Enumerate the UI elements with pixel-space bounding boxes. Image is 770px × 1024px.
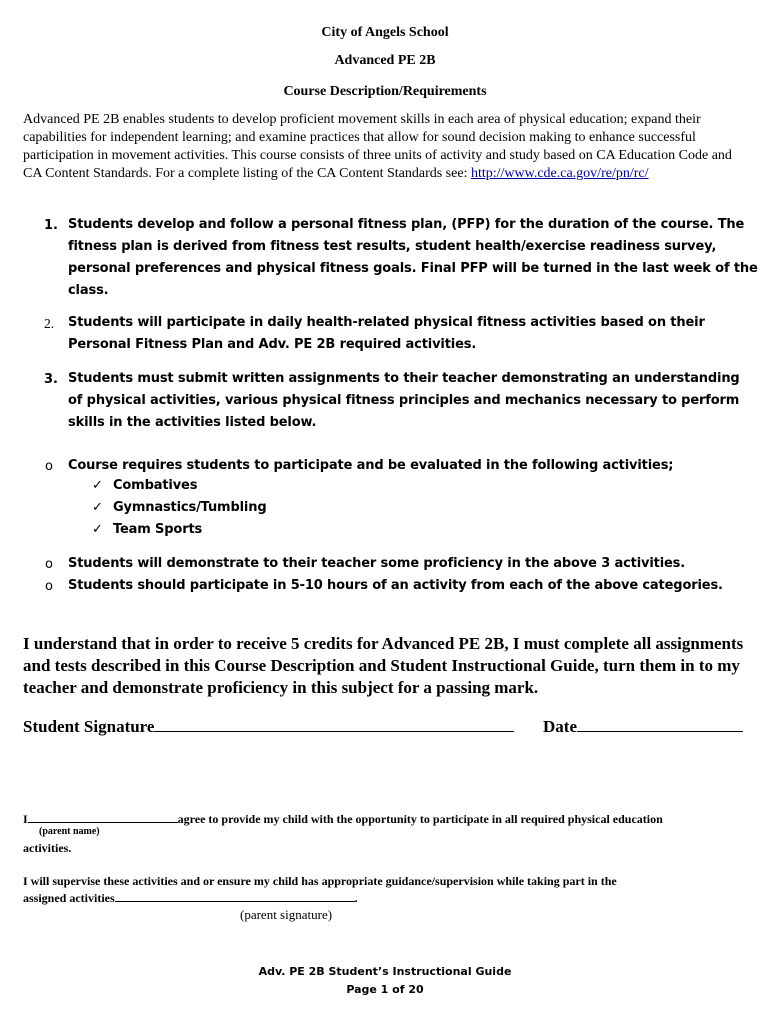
parent-agreement-text: agree to provide my child with the opportunity to participate in all required physical education: [177, 812, 663, 826]
activity-item: Gymnastics/Tumbling: [113, 500, 267, 515]
date-field[interactable]: [577, 716, 743, 732]
checkmark-icon: ✓: [92, 522, 103, 537]
activity-item: Team Sports: [113, 522, 203, 537]
supervision-row: [23, 889, 358, 906]
school-name: City of Angels School: [321, 25, 449, 40]
student-signature-row: [23, 716, 514, 737]
parent-name-field[interactable]: [28, 810, 178, 823]
bullet-icon: o: [45, 557, 53, 572]
parent-signature-caption: (parent signature): [240, 907, 333, 922]
activity-item: Combatives: [113, 478, 198, 493]
requirement-number: 2.: [44, 316, 55, 331]
parent-prefix: I: [23, 812, 28, 826]
requirement-item: Students must submit written assignments to their teacher demonstrating an understanding of physical activities, various physical fitness principles and mechanics necessary to perform skills in the activities listed below.: [68, 371, 740, 430]
course-description: [23, 111, 745, 183]
content-standards-link[interactable]: http://www.cde.ca.gov/re/pn/rc/: [470, 166, 649, 181]
parent-agreement-row: [23, 810, 663, 827]
parent-name-caption: (parent name): [39, 826, 100, 837]
supervision-period: .: [354, 891, 358, 905]
checkmark-icon: ✓: [92, 500, 103, 515]
requirement-item: Students develop and follow a personal fitness plan, (PFP) for the duration of the course. The fitness plan is derived from fitness test results, student health/exercise readiness survey, personal preferences and physical fitness goals. Final PFP will be turned in the last week of the class.: [68, 217, 758, 298]
requirement-number: 1.: [44, 218, 58, 233]
requirement-number: 3.: [44, 372, 58, 387]
bullet-icon: o: [45, 459, 53, 474]
requirement-item: Students will participate in daily health-related physical fitness activities based on their Personal Fitness Plan and Adv. PE 2B required activities.: [68, 315, 705, 352]
activities-intro: Course requires students to participate and be evaluated in the following activities;: [68, 458, 674, 473]
assigned-activities-label: assigned activities: [23, 891, 115, 905]
activities-word: activities.: [23, 841, 72, 855]
bullet-icon: o: [45, 579, 53, 594]
description-text: Advanced PE 2B enables students to develop proficient movement skills in each area of physical education; expand their capabilities for independent learning; and examine practices that allow for sound decision making to enhance successful participation in movement activities. This course consists of three units of activity and study based on CA Education Code and CA Content Standards. For a complete listing of the CA Content Standards see:: [23, 112, 732, 181]
student-signature-field[interactable]: [154, 716, 514, 732]
student-pledge: I understand that in order to receive 5 credits for Advanced PE 2B, I must complete all assignments and tests described in this Course Description and Student Instructional Guide, turn them in to my teacher and demonstrate proficiency in this subject for a passing mark.: [23, 634, 744, 697]
activity-note: Students should participate in 5-10 hours of an activity from each of the above categories.: [68, 578, 723, 593]
course-title: Advanced PE 2B: [334, 53, 436, 68]
parent-signature-field[interactable]: [115, 889, 355, 902]
checkmark-icon: ✓: [92, 478, 103, 493]
section-title: Course Description/Requirements: [283, 84, 487, 99]
date-row: [543, 716, 743, 737]
supervision-statement: I will supervise these activities and or ensure my child has appropriate guidance/supervision while taking part in the: [23, 874, 617, 888]
page-number: Page 1 of 20: [346, 983, 424, 996]
student-signature-label: Student Signature: [23, 717, 155, 736]
date-label: Date: [543, 717, 577, 736]
footer-title: Adv. PE 2B Student’s Instructional Guide: [258, 965, 512, 978]
activity-note: Students will demonstrate to their teacher some proficiency in the above 3 activities.: [68, 556, 686, 571]
